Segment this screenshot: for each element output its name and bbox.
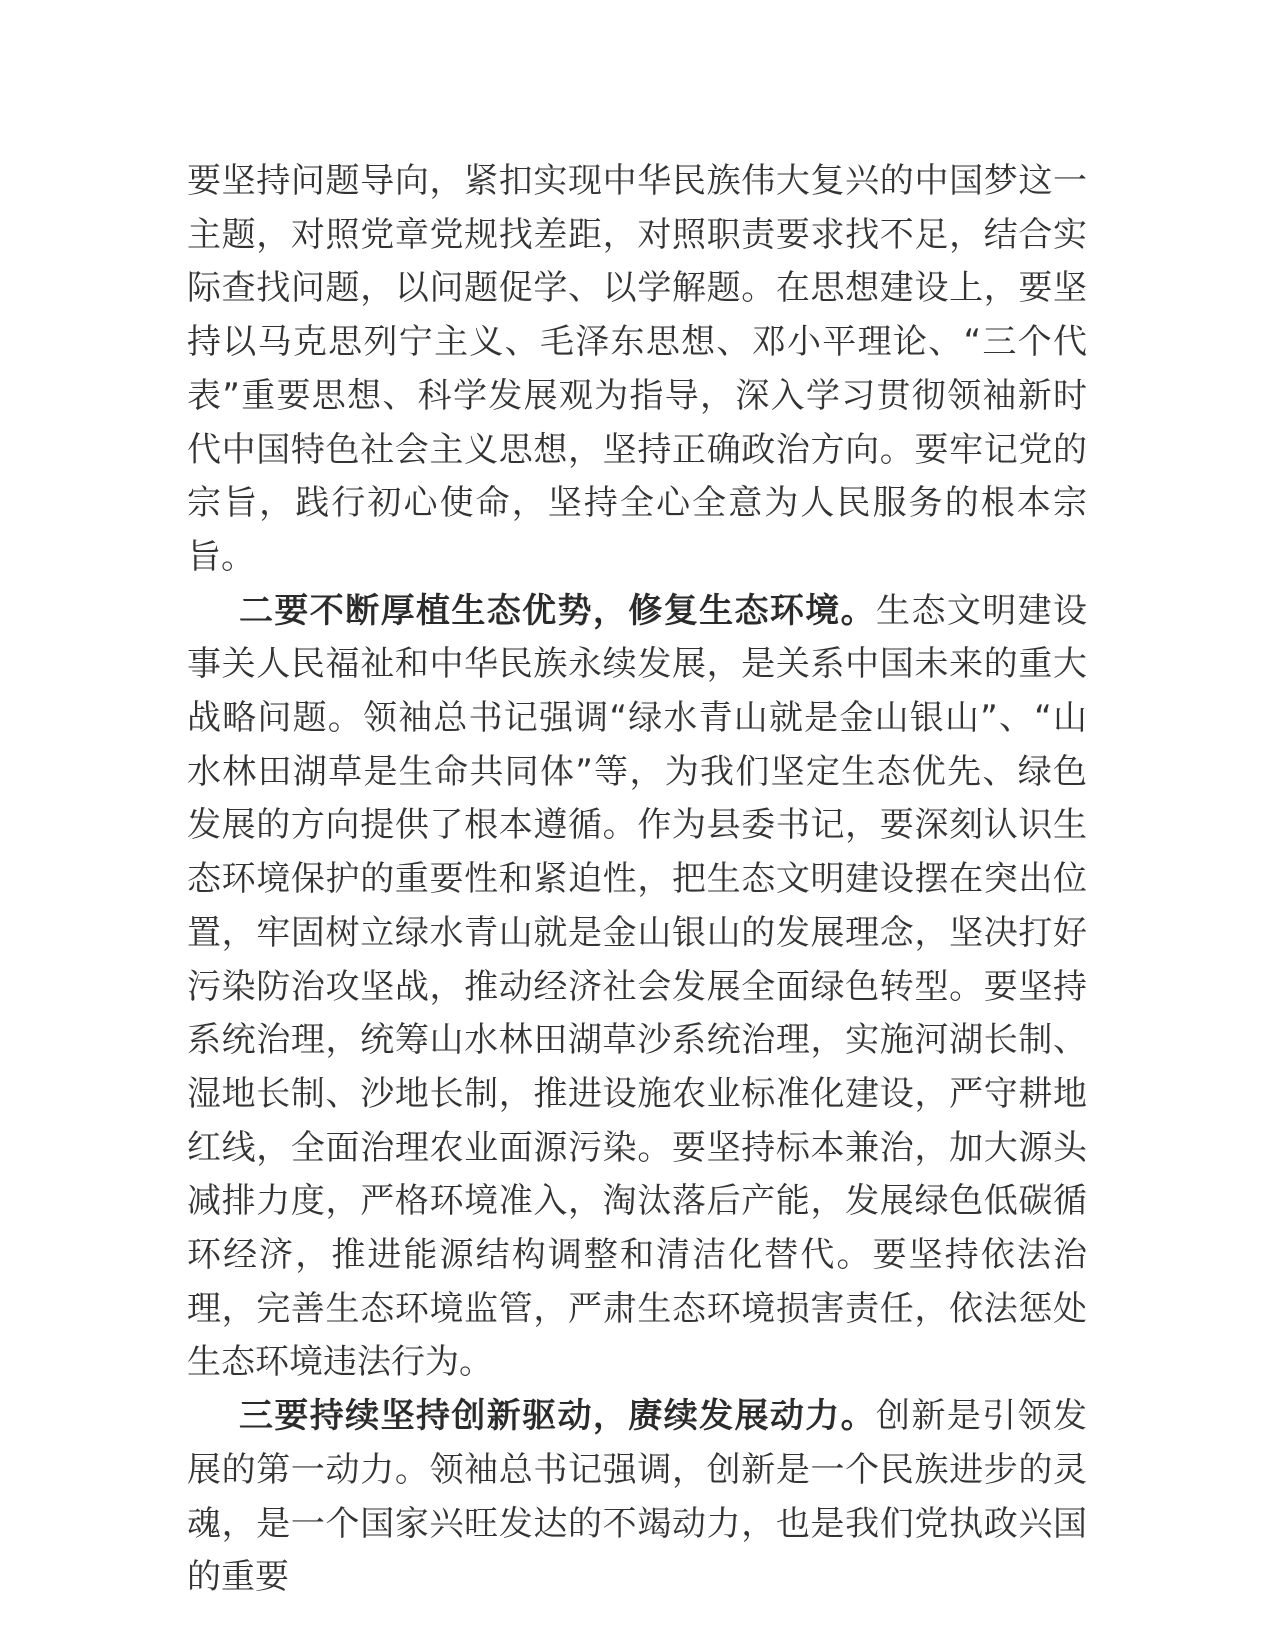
paragraph-3-text: 创新是引领发展的第一动力。领袖总书记强调，创新是一个民族进步的灵魂，是一个国家兴旺发达的不竭动力，也是我们党执政兴国的重要 [187,1396,1088,1598]
paragraph-1 [187,155,1087,585]
document-body [187,155,1087,1605]
paragraph-2 [187,585,1087,1391]
paragraph-3-lead: 三要持续坚持创新驱动，赓续发展动力。 [239,1396,877,1437]
paragraph-2-lead: 二要不断厚植生态优势，修复生态环境。 [239,590,877,631]
paragraph-2-text: 生态文明建设事关人民福祉和中华民族永续发展，是关系中国未来的重大战略问题。领袖总书记强调“绿水青山就是金山银山”、“山水林田湖草是生命共同体”等，为我们坚定生态优先、绿色发展的方向提供了根本遵循。作为县委书记，要深刻认识生态环境保护的重要性和紧迫性，把生态文明建设摆在突出位置，牢固树立绿水青山就是金山银山的发展理念，坚决打好污染防治攻坚战，推动经济社会发展全面绿色转型。要坚持系统治理，统筹山水林田湖草沙系统治理，实施河湖长制、湿地长制、沙地长制，推进设施农业标准化建设，严守耕地红线，全面治理农业面源污染。要坚持标本兼治，加大源头减排力度，严格环境准入，淘汰落后产能，发展绿色低碳循环经济，推进能源结构调整和清洁化替代。要坚持依法治理，完善生态环境监管，严肃生态环境损害责任，依法惩处生态环境违法行为。 [187,590,1088,1383]
paragraph-3 [187,1390,1087,1605]
paragraph-1-text: 要坚持问题导向，紧扣实现中华民族伟大复兴的中国梦这一主题，对照党章党规找差距，对照职责要求找不足，结合实际查找问题，以问题促学、以学解题。在思想建设上，要坚持以马克思列宁主义、毛泽东思想、邓小平理论、“三个代表”重要思想、科学发展观为指导，深入学习贯彻领袖新时代中国特色社会主义思想，坚持正确政治方向。要牢记党的宗旨，践行初心使命，坚持全心全意为人民服务的根本宗旨。 [187,161,1087,577]
